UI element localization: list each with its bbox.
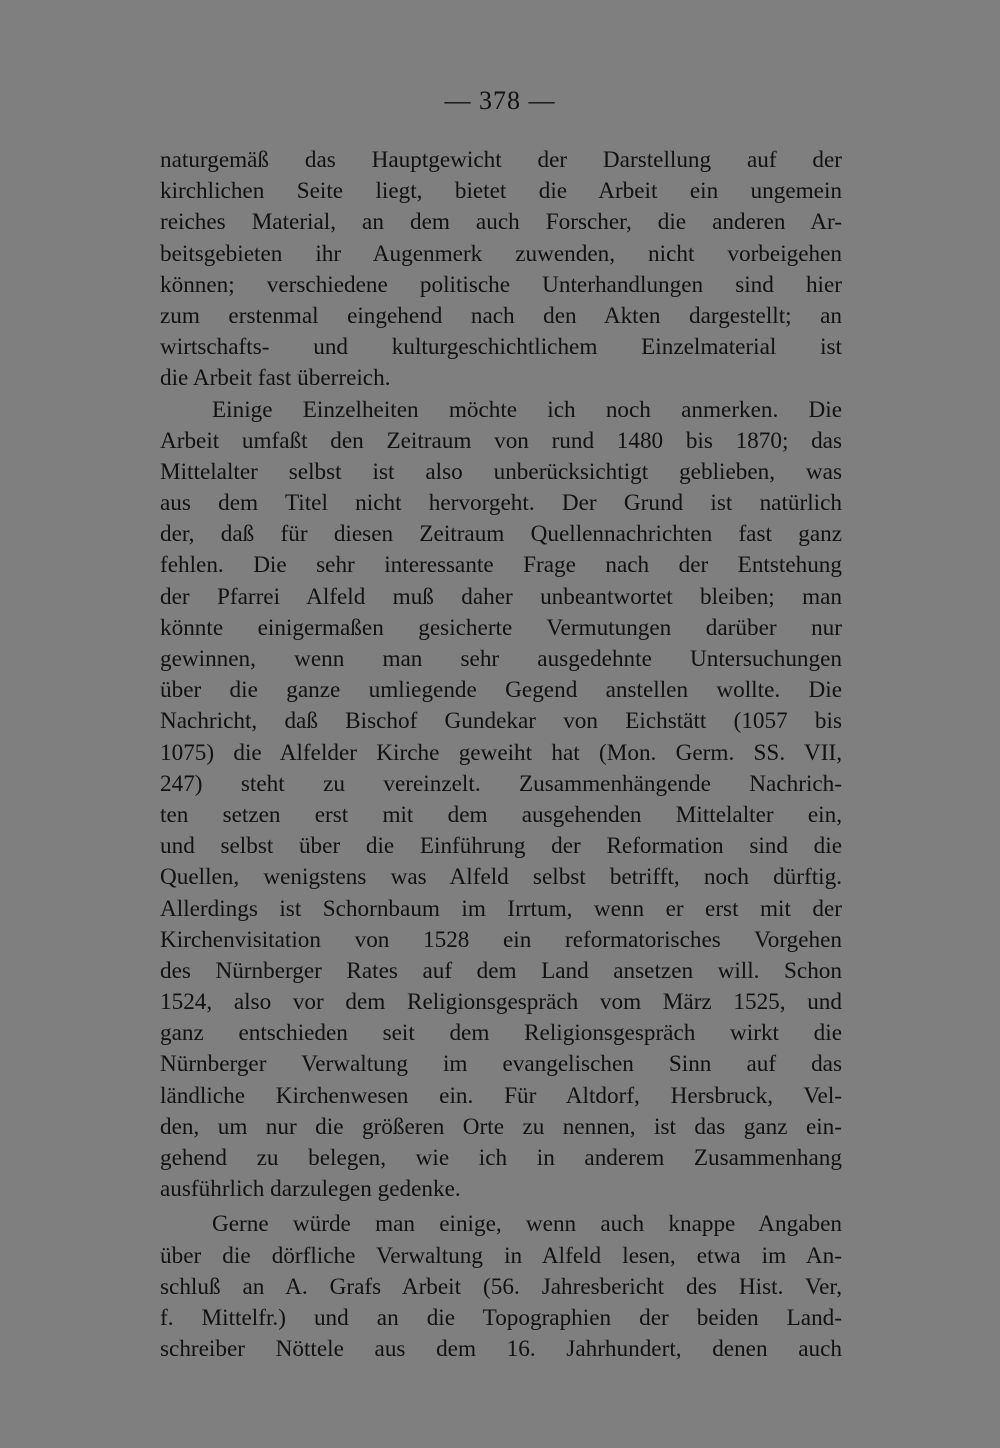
text-line: 1075) die Alfelder Kirche geweiht hat (Mon. Germ. SS. VII, <box>160 739 842 766</box>
body-text <box>160 145 842 1365</box>
text-line: Allerdings ist Schornbaum im Irrtum, wenn er erst mit der <box>160 895 842 922</box>
text-line: ausführlich darzulegen gedenke. <box>160 1176 461 1203</box>
text-line: Arbeit umfaßt den Zeitraum von rund 1480 bis 1870; das <box>160 427 842 454</box>
text-line: reiches Material, an dem auch Forscher, die anderen Ar- <box>160 209 842 236</box>
text-line: den, um nur die größeren Orte zu nennen, ist das ganz ein- <box>160 1113 842 1140</box>
text-line: Kirchenvisitation von 1528 ein reformatorisches Vorgehen <box>160 926 842 953</box>
text-line: können; verschiedene politische Unterhandlungen sind hier <box>160 271 842 298</box>
text-line: Einige Einzelheiten möchte ich noch anmerken. Die <box>212 396 842 423</box>
text-line: könnte einigermaßen gesicherte Vermutungen darüber nur <box>160 614 842 641</box>
text-line: zum erstenmal eingehend nach den Akten dargestellt; an <box>160 302 842 329</box>
text-line: Mittelalter selbst ist also unberücksichtigt geblieben, was <box>160 458 842 485</box>
text-line: der Pfarrei Alfeld muß daher unbeantwortet bleiben; man <box>160 583 842 610</box>
text-line: die Arbeit fast überreich. <box>160 365 391 392</box>
text-line: fehlen. Die sehr interessante Frage nach der Entstehung <box>160 552 842 579</box>
paragraph-2 <box>160 395 842 1206</box>
text-line: gewinnen, wenn man sehr ausgedehnte Untersuchungen <box>160 646 842 672</box>
text-line: Gerne würde man einige, wenn auch knappe Angaben <box>212 1211 842 1238</box>
text-line: des Nürnberger Rates auf dem Land ansetzen will. Schon <box>160 957 842 984</box>
text-line: 1524, also vor dem Religionsgespräch vom März 1525, und <box>160 989 842 1016</box>
text-line: Quellen, wenigstens was Alfeld selbst betrifft, noch dürftig. <box>160 864 842 891</box>
text-line: schluß an A. Grafs Arbeit (56. Jahresbericht des Hist. Ver, <box>160 1273 842 1300</box>
text-line: f. Mittelfr.) und an die Topographien der beiden Land- <box>160 1304 842 1331</box>
text-line: der, daß für diesen Zeitraum Quellennachrichten fast ganz <box>160 521 842 548</box>
text-line: Nürnberger Verwaltung im evangelischen Sinn auf das <box>160 1051 842 1078</box>
text-line: über die dörfliche Verwaltung in Alfeld lesen, etwa im An- <box>160 1242 842 1269</box>
paragraph-3 <box>160 1209 842 1365</box>
text-line: gehend zu belegen, wie ich in anderem Zusammenhang <box>160 1145 842 1171</box>
text-line: Nachricht, daß Bischof Gundekar von Eichstätt (1057 bis <box>160 708 842 735</box>
text-line: und selbst über die Einführung der Reformation sind die <box>160 833 842 860</box>
text-line: schreiber Nöttele aus dem 16. Jahrhundert, denen auch <box>160 1336 842 1363</box>
text-line: ganz entschieden seit dem Religionsgespräch wirkt die <box>160 1020 842 1047</box>
text-line: wirtschafts- und kulturgeschichtlichem Einzelmaterial ist <box>160 334 842 361</box>
text-line: aus dem Titel nicht hervorgeht. Der Grund ist natürlich <box>160 490 842 517</box>
text-line: über die ganze umliegende Gegend anstellen wollte. Die <box>160 677 842 704</box>
text-line: naturgemäß das Hauptgewicht der Darstellung auf der <box>160 147 842 173</box>
text-line: ten setzen erst mit dem ausgehenden Mittelalter ein, <box>160 801 842 828</box>
text-line: 247) steht zu vereinzelt. Zusammenhängende Nachrich- <box>160 770 842 797</box>
text-line: ländliche Kirchenwesen ein. Für Altdorf, Hersbruck, Vel- <box>160 1082 842 1109</box>
page-number-header: — 378 — <box>444 86 556 115</box>
paragraph-1 <box>160 145 842 395</box>
text-line: kirchlichen Seite liegt, bietet die Arbeit ein ungemein <box>160 178 842 205</box>
text-line: beitsgebieten ihr Augenmerk zuwenden, nicht vorbeigehen <box>160 240 842 267</box>
